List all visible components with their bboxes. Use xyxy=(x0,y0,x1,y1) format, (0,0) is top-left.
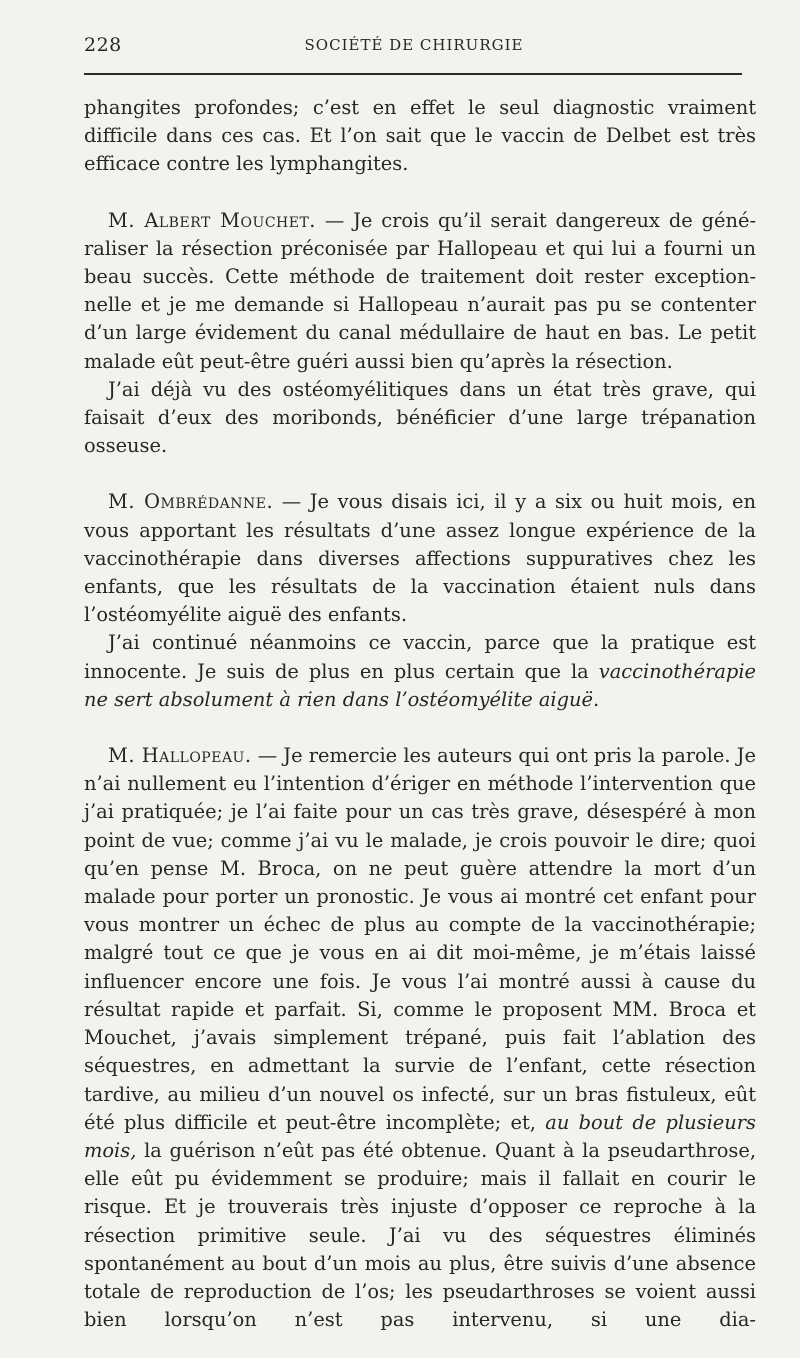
text-line: malade eût peut-être guéri aussi bien qu’après la résection. xyxy=(84,349,673,373)
paragraph-mouchet-2-end xyxy=(84,432,756,460)
paragraph-continuation-end xyxy=(84,150,756,178)
text-line: faisait d’eux des moribonds, bénéficier d’une large trépanation xyxy=(84,406,756,430)
text-line: l’ostéomyélite aiguë des enfants. xyxy=(84,603,407,627)
text-line: éliminés spontanément au bout d’un mois au plus, être suivis xyxy=(84,1223,757,1275)
page-header xyxy=(84,34,744,64)
text-line: — Je remercie les auteurs qui ont pris la parole. xyxy=(257,744,731,768)
header-rule xyxy=(84,73,742,75)
speaker-name: M. Hallopeau. xyxy=(108,744,252,768)
speaker-name: M. Ombrédanne. xyxy=(108,490,274,514)
text-line: efficace contre les lymphangites. xyxy=(84,152,409,176)
text-line: — Je vous disais ici, il y a six ou huit mois, xyxy=(281,490,724,514)
text-line: résection tardive, au milieu d’un nouvel os infecté, sur un bras xyxy=(84,1054,756,1106)
italic-text: ne sert absolument à rien dans l’ostéomyélite aiguë. xyxy=(84,687,600,711)
text-line: vaccinothérapie; malgré tout ce que je vous en ai dit moi-même, xyxy=(84,913,756,965)
paragraph-ombredanne-2-end xyxy=(84,686,756,714)
text-line: beau succès. Cette méthode de traitement doit rester exception- xyxy=(84,265,756,289)
text-line: cet enfant pour vous montrer un échec de plus au compte de la xyxy=(84,885,756,937)
text-line: osseuse. xyxy=(84,434,168,458)
text-line: à mon point de vue; comme j’ai vu le malade, je crois pouvoir le xyxy=(84,800,756,852)
text-line: J’ai déjà vu des ostéomyélitiques dans un état très grave, qui xyxy=(108,377,756,401)
italic-text: vaccinothérapie xyxy=(598,659,757,683)
text-line: nelle et je me demande si Hallopeau n’aurait pas pu se contenter xyxy=(84,293,756,317)
text-line: aussi à cause du résultat rapide et parfait. Si, comme le proposent xyxy=(84,969,757,1021)
body-text xyxy=(84,94,756,1334)
text-line: Je n’ai nullement eu l’intention d’ériger en méthode l’intervention xyxy=(84,744,756,796)
running-title: SOCIÉTÉ DE CHIRURGIE xyxy=(304,36,524,54)
text-line: d’un large évidement du canal médullaire de haut en bas. Le petit xyxy=(84,321,756,345)
text-line: que j’ai pratiquée; je l’ai faite pour un cas très grave, désespéré xyxy=(84,772,756,824)
italic-text: au bout xyxy=(545,1110,624,1134)
paragraph-ombredanne xyxy=(84,488,756,601)
text-line: en courir le risque. Et je trouverais très injuste d’opposer ce xyxy=(84,1167,756,1219)
paragraph-mouchet xyxy=(84,207,756,348)
text-line: l’ablation des séquestres, en admettant la survie de l’enfant, cette xyxy=(84,1026,756,1078)
text-line: je m’étais laissé influencer encore une fois. Je vous l’ai montré xyxy=(84,941,756,993)
text-line: en vous apportant les résultats d’une assez longue expérience de xyxy=(84,490,757,542)
paragraph-continuation xyxy=(84,94,756,150)
text-line: innocente. Je suis de plus en plus certain que la xyxy=(84,659,589,683)
text-line: se voient aussi bien lorsqu’on n’est pas intervenu, si une dia- xyxy=(84,1279,756,1332)
text-line: pseudarthrose, elle eût pu évidemment se produire; mais il fallait xyxy=(84,1138,756,1191)
text-line: raliser la résection préconisée par Hallopeau et qui lui a fourni un xyxy=(84,236,756,260)
speaker-name: M. Albert Mouchet. xyxy=(108,208,316,232)
text-line: la vaccinothérapie dans diverses affections suppuratives chez les xyxy=(84,518,756,570)
paragraph-mouchet-end xyxy=(84,348,756,376)
paragraph-ombredanne-2 xyxy=(84,629,756,685)
text-line: J’ai continué néanmoins ce vaccin, parce que la pratique est xyxy=(108,631,756,655)
paragraph-mouchet-2 xyxy=(84,376,756,432)
text-line: phangites profondes; c’est en effet le seul diagnostic vraiment xyxy=(84,96,756,119)
paragraph-ombredanne-end xyxy=(84,601,756,629)
text-line: dire; quoi qu’en pense M. Broca, on ne peut guère attendre la xyxy=(84,828,756,880)
text-line: MM. Broca et Mouchet, j’avais simplement trépané, puis fait xyxy=(84,997,756,1050)
italic-text: de plusieurs mois, xyxy=(84,1110,756,1162)
text-line: — Je crois qu’il serait dangereux de géné- xyxy=(324,208,757,232)
text-line: fistuleux, eût été plus difficile et peut-être incomplète; et, xyxy=(84,1082,756,1134)
page-number: 228 xyxy=(84,34,122,56)
text-line: difficile dans ces cas. Et l’on sait que le vaccin de Delbet est très xyxy=(84,124,756,148)
text-line: reproche à la résection primitive seule. J’ai vu des séquestres xyxy=(84,1195,756,1247)
text-line: la guérison n’eût pas été obtenue. Quant à la xyxy=(144,1138,600,1162)
text-line: d’une absence totale de reproduction de l’os; les pseudarthroses xyxy=(84,1251,756,1303)
text-line: mort d’un malade pour porter un pronostic. Je vous ai montré xyxy=(84,856,757,909)
text-line: enfants, que les résultats de la vaccination étaient nuls dans xyxy=(84,575,756,599)
paragraph-hallopeau xyxy=(84,742,756,1334)
